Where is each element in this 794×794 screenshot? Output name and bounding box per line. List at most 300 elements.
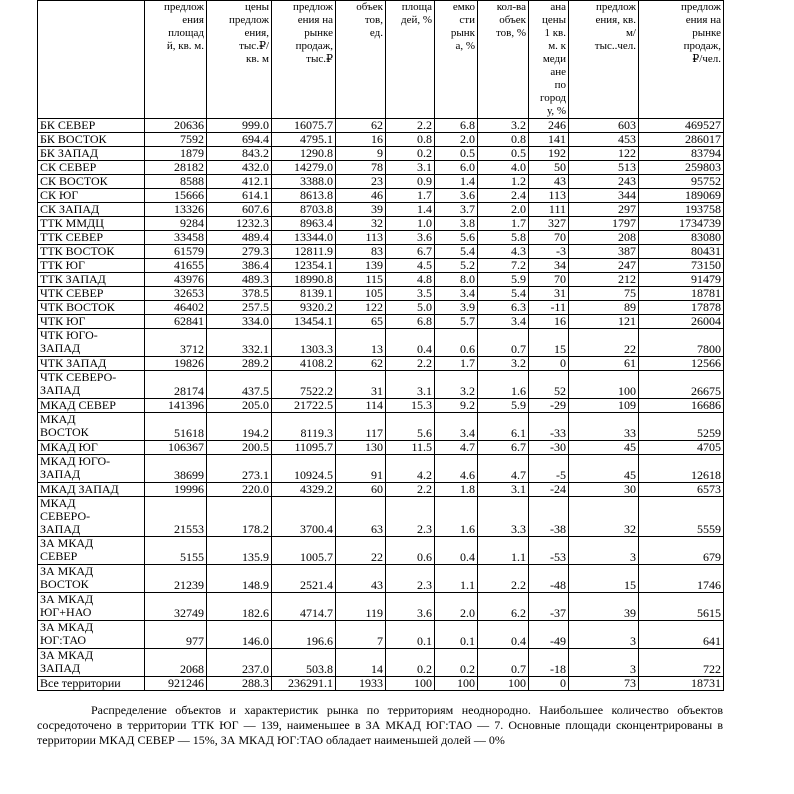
territory-name: БК ВОСТОК [38,133,145,147]
table-cell: 3 [569,537,639,565]
table-cell: 607.6 [207,203,272,217]
table-cell: 921246 [145,677,207,691]
table-cell: 344 [569,189,639,203]
territory-name: ЧТК ЮГО- ЗАПАД [38,329,145,357]
column-header: емко сти рынк а, % [435,1,478,119]
table-row [38,621,724,649]
table-cell: 10924.5 [272,455,336,483]
caption-text: Распределение объектов и характеристик рынка по территориям неоднородно. Наибольшее количество объектов сосредоточено в территории ТТК ЮГ — 139, наименьшее в ЗА МКАД ЮГ:ТАО — 7. Основные площади сконцентрированы в территории МКАД СЕВЕР — 15%, ЗА МКАД ЮГ:ТАО обладает наименьшей долей — 0% [37,703,723,747]
table-cell: 16686 [639,399,724,413]
table-row [38,357,724,371]
table-cell: -33 [529,413,569,441]
table-cell: 378.5 [207,287,272,301]
table-cell: 0.6 [435,329,478,357]
table-cell: 7592 [145,133,207,147]
table-cell: 16 [336,133,386,147]
table-cell: 3.3 [478,497,529,537]
table-row [38,677,724,691]
table-cell: 0.9 [386,175,435,189]
table-cell: 3.4 [435,413,478,441]
table-cell: 1.8 [435,483,478,497]
table-row [38,565,724,593]
table-cell: 6573 [639,483,724,497]
table-cell: 22 [569,329,639,357]
table-cell: 105 [336,287,386,301]
table-cell: 8.0 [435,273,478,287]
table-cell: 8139.1 [272,287,336,301]
table-cell: 614.1 [207,189,272,203]
table-cell: 18781 [639,287,724,301]
table-cell: 34 [529,259,569,273]
table-cell: 39 [336,203,386,217]
table-cell: 3 [569,621,639,649]
table-cell: 43 [529,175,569,189]
table-cell: 327 [529,217,569,231]
table-cell: 33458 [145,231,207,245]
table-cell: 75 [569,287,639,301]
territory-name: ЧТК ЗАПАД [38,357,145,371]
table-cell: 12354.1 [272,259,336,273]
table-cell: 7800 [639,329,724,357]
territory-name: ЗА МКАД ВОСТОК [38,565,145,593]
table-cell: 73150 [639,259,724,273]
table-cell: -3 [529,245,569,259]
table-cell: 8703.8 [272,203,336,217]
table-cell: -30 [529,441,569,455]
table-cell: 3.1 [386,161,435,175]
table-cell: 70 [529,231,569,245]
table-cell: 513 [569,161,639,175]
table-cell: 30 [569,483,639,497]
table-row [38,649,724,677]
table-row [38,161,724,175]
table-cell: 5.8 [478,231,529,245]
table-cell: 0.4 [386,329,435,357]
table-row [38,441,724,455]
table-cell: 3.6 [435,189,478,203]
table-cell: 288.3 [207,677,272,691]
table-cell: 1746 [639,565,724,593]
table-cell: 0.1 [386,621,435,649]
table-cell: 453 [569,133,639,147]
table-cell: 7522.2 [272,371,336,399]
table-cell: 80431 [639,245,724,259]
table-cell: 2068 [145,649,207,677]
table-cell: 1879 [145,147,207,161]
table-cell: 1.7 [386,189,435,203]
table-cell: 17878 [639,301,724,315]
table-cell: 83794 [639,147,724,161]
table-row [38,259,724,273]
table-cell: 6.8 [386,315,435,329]
territory-name: ТТК ММДЦ [38,217,145,231]
territory-name: СК ЗАПАД [38,203,145,217]
table-cell: 20636 [145,119,207,133]
table-cell: 1290.8 [272,147,336,161]
territory-name: МКАД СЕВЕРО- ЗАПАД [38,497,145,537]
table-cell: 843.2 [207,147,272,161]
territory-name: ТТК СЕВЕР [38,231,145,245]
table-row [38,455,724,483]
table-cell: 4329.2 [272,483,336,497]
table-cell: 334.0 [207,315,272,329]
table-cell: 5.6 [435,231,478,245]
column-header: предлож ения площад й, кв. м. [145,1,207,119]
table-cell: 4705 [639,441,724,455]
column-header: кол-ва объек тов, % [478,1,529,119]
table-cell: 14279.0 [272,161,336,175]
table-cell: 135.9 [207,537,272,565]
table-cell: 6.3 [478,301,529,315]
table-cell: 1.7 [478,217,529,231]
table-cell: -11 [529,301,569,315]
territory-name: МКАД СЕВЕР [38,399,145,413]
table-cell: 205.0 [207,399,272,413]
table-cell: 0 [529,357,569,371]
territory-name: СК ЮГ [38,189,145,203]
table-cell: 2.2 [478,565,529,593]
table-cell: 32 [569,497,639,537]
table-cell: 65 [336,315,386,329]
table-cell: 0.2 [435,649,478,677]
table-cell: 45 [569,441,639,455]
table-cell: 722 [639,649,724,677]
table-cell: 4.3 [478,245,529,259]
table-cell: 46 [336,189,386,203]
table-cell: 45 [569,455,639,483]
table-cell: 2.4 [478,189,529,203]
table-cell: 11.5 [386,441,435,455]
table-cell: 3.7 [435,203,478,217]
table-cell: 130 [336,441,386,455]
table-row [38,537,724,565]
table-cell: 193758 [639,203,724,217]
table-cell: 5559 [639,497,724,537]
table-cell: 0.2 [386,147,435,161]
table-row [38,231,724,245]
table-cell: 192 [529,147,569,161]
table-caption [37,703,723,748]
table-cell: 3.1 [386,371,435,399]
table-cell: 5155 [145,537,207,565]
territory-name: ЧТК СЕВЕРО- ЗАПАД [38,371,145,399]
table-cell: 43976 [145,273,207,287]
table-cell: 60 [336,483,386,497]
table-cell: 189069 [639,189,724,203]
table-cell: 3.6 [386,231,435,245]
table-cell: 119 [336,593,386,621]
table-cell: 1303.3 [272,329,336,357]
table-cell: 2.2 [386,357,435,371]
table-row [38,147,724,161]
table-row [38,189,724,203]
table-row [38,483,724,497]
table-cell: 141 [529,133,569,147]
table-cell: -38 [529,497,569,537]
table-cell: 1.6 [478,371,529,399]
table-cell: 14 [336,649,386,677]
column-header: ана цены 1 кв. м. к меди ане по город у, % [529,1,569,119]
table-cell: 279.3 [207,245,272,259]
table-cell: 0.7 [478,649,529,677]
table-cell: 212 [569,273,639,287]
table-row [38,119,724,133]
table-cell: 31 [336,371,386,399]
table-cell: 2.0 [435,593,478,621]
table-cell: 3.4 [435,287,478,301]
territory-name: БК СЕВЕР [38,119,145,133]
table-cell: 1797 [569,217,639,231]
territory-name: ЗА МКАД ЮГ+НАО [38,593,145,621]
table-cell: 46402 [145,301,207,315]
table-cell: 5259 [639,413,724,441]
table-cell: 5615 [639,593,724,621]
table-cell: 13454.1 [272,315,336,329]
table-cell: 3712 [145,329,207,357]
table-cell: 412.1 [207,175,272,189]
table-cell: 114 [336,399,386,413]
territory-name: СК ВОСТОК [38,175,145,189]
table-cell: 78 [336,161,386,175]
table-cell: 469527 [639,119,724,133]
table-cell: 15 [569,565,639,593]
table-cell: 1.4 [386,203,435,217]
table-row [38,287,724,301]
table-cell: 9.2 [435,399,478,413]
table-cell: 63 [336,497,386,537]
table-cell: 3.1 [478,483,529,497]
table-cell: 4.8 [386,273,435,287]
table-cell: 4.5 [386,259,435,273]
table-cell: 243 [569,175,639,189]
table-cell: 19996 [145,483,207,497]
table-cell: 62 [336,357,386,371]
table-cell: 1.7 [435,357,478,371]
table-cell: 95752 [639,175,724,189]
table-cell: 18731 [639,677,724,691]
table-cell: 100 [386,677,435,691]
table-cell: 1.1 [478,537,529,565]
table-cell: 19826 [145,357,207,371]
table-cell: 387 [569,245,639,259]
table-cell: 220.0 [207,483,272,497]
table-cell: 641 [639,621,724,649]
table-cell: 3.8 [435,217,478,231]
table-row [38,329,724,357]
table-row [38,175,724,189]
table-cell: 3.2 [435,371,478,399]
territory-stats-table [37,0,724,691]
table-cell: 2.2 [386,119,435,133]
table-cell: -29 [529,399,569,413]
table-cell: 3388.0 [272,175,336,189]
column-header: предлож ения на рынке продаж, тыс.₽ [272,1,336,119]
table-cell: 52 [529,371,569,399]
table-cell: 2.0 [478,203,529,217]
table-cell: 141396 [145,399,207,413]
table-cell: 1.6 [435,497,478,537]
table-cell: 0.1 [435,621,478,649]
table-cell: 50 [529,161,569,175]
table-cell: 13344.0 [272,231,336,245]
table-cell: 0.8 [478,133,529,147]
territory-name: ЧТК СЕВЕР [38,287,145,301]
table-cell: 0 [529,677,569,691]
table-cell: 7.2 [478,259,529,273]
table-cell: 61579 [145,245,207,259]
table-cell: 28174 [145,371,207,399]
table-cell: -53 [529,537,569,565]
table-cell: 0.6 [386,537,435,565]
table-cell: 8119.3 [272,413,336,441]
table-cell: 182.6 [207,593,272,621]
column-header: площа дей, % [386,1,435,119]
table-cell: 4.0 [478,161,529,175]
table-cell: 208 [569,231,639,245]
table-cell: 109 [569,399,639,413]
table-cell: 11095.7 [272,441,336,455]
territory-name: ЗА МКАД ЗАПАД [38,649,145,677]
table-cell: 489.3 [207,273,272,287]
territory-name: МКАД ЗАПАД [38,483,145,497]
table-cell: 148.9 [207,565,272,593]
table-cell: 4.2 [386,455,435,483]
table-cell: 200.5 [207,441,272,455]
table-cell: 7 [336,621,386,649]
table-cell: 21553 [145,497,207,537]
territory-name: МКАД ЮГО- ЗАПАД [38,455,145,483]
table-header-row [38,1,724,119]
table-cell: 23 [336,175,386,189]
table-cell: 6.7 [478,441,529,455]
table-cell: 41655 [145,259,207,273]
table-cell: 5.6 [386,413,435,441]
territory-name: ЧТК ЮГ [38,315,145,329]
table-cell: -5 [529,455,569,483]
table-cell: 196.6 [272,621,336,649]
table-cell: 4.6 [435,455,478,483]
table-cell: -24 [529,483,569,497]
table-cell: 26004 [639,315,724,329]
table-cell: 21722.5 [272,399,336,413]
table-cell: 237.0 [207,649,272,677]
table-cell: 603 [569,119,639,133]
table-cell: 4714.7 [272,593,336,621]
table-cell: 32653 [145,287,207,301]
table-row [38,315,724,329]
table-cell: 694.4 [207,133,272,147]
table-cell: 89 [569,301,639,315]
table-cell: 4108.2 [272,357,336,371]
table-cell: 73 [569,677,639,691]
document-page [37,0,723,691]
table-cell: 5.4 [478,287,529,301]
table-cell: 12566 [639,357,724,371]
territory-name: ЧТК ВОСТОК [38,301,145,315]
table-cell: 146.0 [207,621,272,649]
table-cell: 5.7 [435,315,478,329]
table-cell: 3.4 [478,315,529,329]
table-row [38,245,724,259]
table-cell: 3.2 [478,119,529,133]
table-cell: 12811.9 [272,245,336,259]
table-row [38,217,724,231]
table-cell: 3.2 [478,357,529,371]
table-cell: 977 [145,621,207,649]
table-cell: 489.4 [207,231,272,245]
table-cell: 121 [569,315,639,329]
table-cell: 61 [569,357,639,371]
table-cell: 1.1 [435,565,478,593]
table-cell: 247 [569,259,639,273]
table-cell: 4.7 [478,455,529,483]
table-cell: 8613.8 [272,189,336,203]
table-row [38,133,724,147]
column-header: объек тов, ед. [336,1,386,119]
table-cell: 8963.4 [272,217,336,231]
table-cell: 51618 [145,413,207,441]
table-row [38,399,724,413]
table-cell: 2.3 [386,497,435,537]
table-cell: 9 [336,147,386,161]
table-cell: 3.6 [386,593,435,621]
territory-name: БК ЗАПАД [38,147,145,161]
table-cell: 62 [336,119,386,133]
table-cell: 38699 [145,455,207,483]
table-row [38,203,724,217]
table-cell: 122 [336,301,386,315]
table-cell: 15.3 [386,399,435,413]
table-cell: 286017 [639,133,724,147]
table-cell: 33 [569,413,639,441]
table-cell: 0.5 [435,147,478,161]
territory-name: МКАД ВОСТОК [38,413,145,441]
table-cell: 16 [529,315,569,329]
table-cell: 91 [336,455,386,483]
territory-name: ТТК ЮГ [38,259,145,273]
table-row [38,497,724,537]
table-cell: 4.7 [435,441,478,455]
table-cell: 6.0 [435,161,478,175]
table-cell: 62841 [145,315,207,329]
table-cell: 100 [569,371,639,399]
table-cell: 115 [336,273,386,287]
column-header: предлож ения, кв. м/ тыс..чел. [569,1,639,119]
table-cell: 6.1 [478,413,529,441]
table-cell: -37 [529,593,569,621]
table-cell: 12618 [639,455,724,483]
table-cell: 111 [529,203,569,217]
table-cell: 6.8 [435,119,478,133]
table-cell: 2521.4 [272,565,336,593]
territory-name: СК СЕВЕР [38,161,145,175]
table-cell: 0.8 [386,133,435,147]
table-row [38,413,724,441]
table-cell: 289.2 [207,357,272,371]
table-cell: 1.0 [386,217,435,231]
table-cell: 236291.1 [272,677,336,691]
table-cell: 1232.3 [207,217,272,231]
table-cell: 5.2 [435,259,478,273]
table-cell: 259803 [639,161,724,175]
table-row [38,301,724,315]
column-header [38,1,145,119]
table-cell: 1.2 [478,175,529,189]
table-cell: 5.9 [478,273,529,287]
table-cell: 117 [336,413,386,441]
table-cell: 297 [569,203,639,217]
table-cell: 0.4 [478,621,529,649]
